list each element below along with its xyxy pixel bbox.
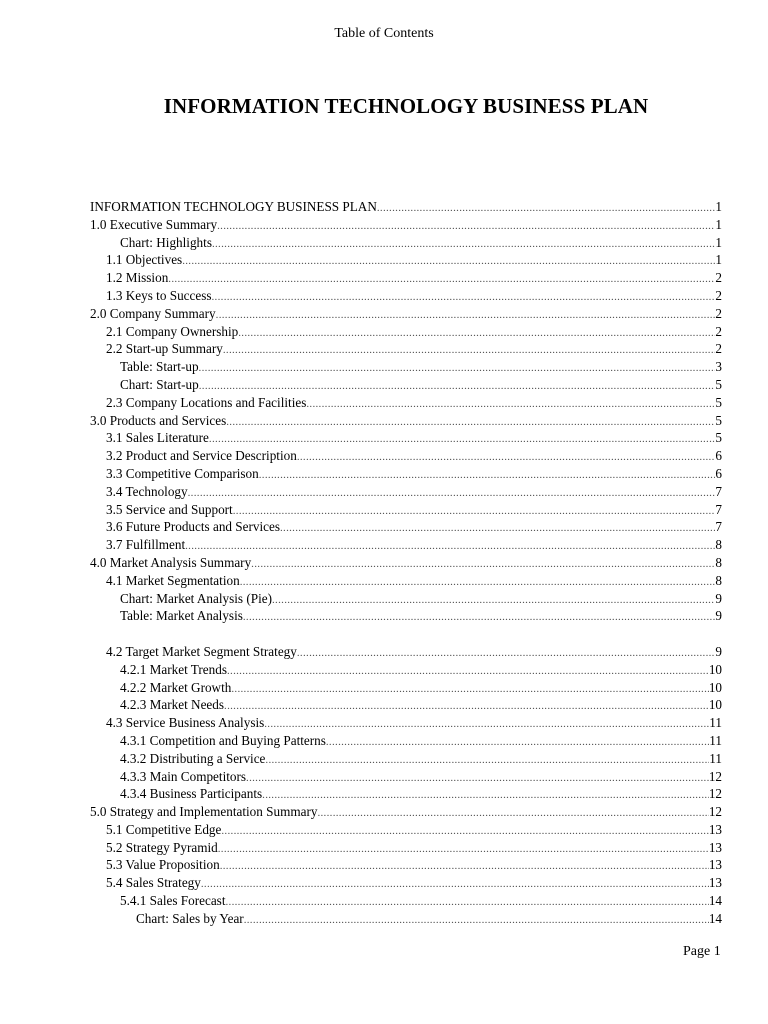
toc-entry[interactable] [90,750,722,768]
toc-dot-leader [262,787,709,805]
toc-entry-page: 13 [708,821,722,837]
toc-dot-leader [265,752,709,770]
toc-entry[interactable] [90,501,722,519]
toc-entry-label: 2.2 Start-up Summary [106,341,223,357]
toc-entry-label: 4.2.1 Market Trends [120,661,227,677]
toc-entry-page: 14 [708,893,722,909]
toc-dot-leader [238,325,715,343]
toc-entry-label: 4.3 Service Business Analysis [106,715,265,731]
toc-entry-label: 5.4.1 Sales Forecast [120,893,226,909]
toc-entry-label: 5.1 Competitive Edge [106,821,222,837]
toc-entry-page: 1 [715,252,722,268]
toc-entry-page: 12 [708,768,722,784]
toc-entry-page: 10 [708,679,722,695]
toc-entry-label: 3.4 Technology [106,483,188,499]
toc-entry[interactable] [90,643,722,661]
toc-entry-page: 2 [715,305,722,321]
running-header: Table of Contents [334,26,434,41]
toc-entry-page: 7 [715,501,722,517]
toc-entry[interactable] [90,216,722,234]
toc-entry-label: 3.1 Sales Literature [106,430,209,446]
toc-entry-page: 5 [715,412,722,428]
toc-entry-page: 2 [715,270,722,286]
toc-dot-leader [220,858,709,876]
toc-entry-label: Table: Market Analysis [120,608,243,624]
toc-entry-page: 10 [708,697,722,713]
toc-entry[interactable] [90,376,722,394]
toc-entry[interactable] [90,607,722,625]
toc-entry-page: 1 [715,199,722,214]
toc-entry-page: 3 [715,359,722,375]
toc-entry[interactable] [90,572,722,590]
toc-entry-label: 1.0 Executive Summary [90,216,218,232]
toc-entry-page: 11 [709,750,722,766]
toc-entry-label: 5.0 Strategy and Implementation Summary [90,804,318,820]
toc-entry[interactable] [90,554,722,572]
toc-entry[interactable] [90,696,722,714]
toc-dot-leader [225,894,708,912]
toc-entry-label: 3.0 Products and Services [90,412,227,428]
toc-entry[interactable] [90,305,722,323]
toc-entry-label: 4.3.1 Competition and Buying Patterns [120,732,326,748]
toc-dot-leader [185,538,715,556]
toc-dot-leader [243,609,716,627]
toc-entry-label: 4.2.2 Market Growth [120,679,232,695]
toc-dot-leader [259,467,716,485]
toc-entry[interactable] [90,661,722,679]
toc-entry[interactable] [90,768,722,786]
toc-entry-page: 11 [709,715,722,731]
toc-entry-label: 5.2 Strategy Pyramid [106,839,218,855]
toc-dot-leader [224,698,709,716]
toc-dot-leader [216,307,716,325]
toc-entry[interactable] [90,679,722,697]
toc-entry-label: 4.2.3 Market Needs [120,697,225,713]
toc-entry[interactable] [90,590,722,608]
toc-entry-page: 10 [708,661,722,677]
toc-dot-leader [280,520,715,538]
toc-entry[interactable] [90,714,722,732]
toc-entry[interactable] [90,394,722,412]
toc-entry-page: 2 [715,341,722,357]
toc-entry-page: 11 [709,732,722,748]
toc-entry[interactable] [90,269,722,287]
toc-entry[interactable] [90,856,722,874]
toc-entry[interactable] [90,874,722,892]
toc-entry[interactable] [90,465,722,483]
toc-entry-label: 1.2 Mission [106,270,169,286]
toc-entry-page: 5 [715,430,722,446]
toc-entry-page: 12 [708,804,722,820]
document-title: INFORMATION TECHNOLOGY BUSINESS PLAN [163,94,649,118]
toc-entry-page: 5 [715,376,722,392]
toc-entry-label: 3.3 Competitive Comparison [106,465,259,481]
toc-entry[interactable] [90,340,722,358]
toc-entry-page: 9 [715,643,722,659]
toc-entry-page: 12 [708,786,722,802]
toc-entry-label: 3.7 Fulfillment [106,537,186,553]
toc-dot-leader [377,200,716,218]
toc-entry-label: 4.3.3 Main Competitors [120,768,247,784]
toc-dot-leader [272,592,715,610]
toc-dot-leader [226,414,715,432]
toc-entry[interactable] [90,839,722,857]
toc-entry[interactable] [90,234,722,252]
toc-entry[interactable] [90,483,722,501]
toc-entry[interactable] [90,287,722,305]
toc-entry-page: 13 [708,857,722,873]
toc-entry-label: 3.2 Product and Service Description [106,448,297,464]
toc-entry-page: 2 [715,287,722,303]
toc-entry[interactable] [90,447,722,465]
toc-entry-page: 8 [715,537,722,553]
toc-entry-page: 2 [715,323,722,339]
toc-dot-leader [218,841,709,859]
toc-entry-label: 4.3.2 Distributing a Service [120,750,266,766]
toc-entry-page: 1 [715,234,722,250]
table-of-contents [90,198,722,928]
toc-entry-label: 4.3.4 Business Participants [120,786,263,802]
toc-entry-label: 1.3 Keys to Success [106,287,212,303]
toc-dot-leader [201,876,709,894]
toc-entry-label: Chart: Highlights [120,234,212,250]
toc-entry[interactable] [90,536,722,554]
toc-dot-leader [199,360,716,378]
toc-dot-leader [306,396,715,414]
toc-entry-label: Chart: Market Analysis (Pie) [120,590,272,606]
toc-entry-label: 5.4 Sales Strategy [106,875,201,891]
toc-dot-leader [251,556,715,574]
toc-dot-leader [168,271,715,289]
toc-entry[interactable] [90,803,722,821]
toc-entry-label: 3.6 Future Products and Services [106,519,280,535]
toc-entry[interactable] [90,821,722,839]
toc-entry-page: 9 [715,590,722,606]
toc-entry[interactable] [90,732,722,750]
toc-entry[interactable] [90,323,722,341]
toc-dot-leader [240,574,716,592]
toc-entry-label: Chart: Start-up [120,376,199,392]
toc-entry[interactable] [90,198,722,216]
toc-dot-leader [221,823,708,841]
toc-entry-page: 13 [708,875,722,891]
toc-dot-leader [188,485,716,503]
toc-dot-leader [212,236,715,254]
toc-dot-leader [233,503,716,521]
toc-entry-page: 1 [715,216,722,232]
toc-entry-label: 3.5 Service and Support [106,501,233,517]
toc-entry-label: 4.2 Target Market Segment Strategy [106,643,297,659]
toc-dot-leader [246,770,709,788]
toc-entry-label: 1.1 Objectives [106,252,183,268]
toc-entry-page: 6 [715,448,722,464]
toc-entry-label: Chart: Sales by Year [136,910,244,926]
toc-entry-label: 2.0 Company Summary [90,305,216,321]
toc-entry-page: 7 [715,519,722,535]
toc-dot-leader [217,218,715,236]
toc-entry-page: 9 [715,608,722,624]
toc-dot-leader [297,645,716,663]
toc-dot-leader [231,681,708,699]
toc-dot-leader [227,663,709,681]
toc-entry-page: 5 [715,394,722,410]
toc-entry[interactable] [90,251,722,269]
toc-entry-page: 13 [708,839,722,855]
toc-entry-label: 2.1 Company Ownership [106,323,239,339]
toc-entry[interactable] [90,892,722,910]
toc-entry-page: 8 [715,572,722,588]
toc-entry[interactable] [90,785,722,803]
toc-entry[interactable] [90,358,722,376]
toc-dot-leader [326,734,709,752]
toc-entry-label: 5.3 Value Proposition [106,857,220,873]
toc-entry[interactable] [90,412,722,430]
toc-entry-label: 4.0 Market Analysis Summary [90,554,252,570]
toc-dot-leader [297,449,716,467]
toc-entry-label: 2.3 Company Locations and Facilities [106,394,307,410]
toc-entry[interactable] [90,910,722,928]
toc-entry-page: 7 [715,483,722,499]
toc-entry-label: INFORMATION TECHNOLOGY BUSINESS PLAN [90,199,377,214]
toc-entry-label: Table: Start-up [120,359,199,375]
toc-dot-leader [317,805,708,823]
toc-dot-leader [244,912,709,930]
toc-entry[interactable] [90,518,722,536]
toc-entry-page: 6 [715,465,722,481]
toc-dot-leader [212,289,716,307]
toc-entry-page: 14 [708,910,722,926]
toc-entry-label: 4.1 Market Segmentation [106,572,240,588]
toc-dot-leader [264,716,709,734]
toc-entry[interactable] [90,429,722,447]
toc-dot-leader [223,342,716,360]
toc-entry-page: 8 [715,554,722,570]
toc-dot-leader [182,253,715,271]
page-number: Page 1 [683,944,721,959]
